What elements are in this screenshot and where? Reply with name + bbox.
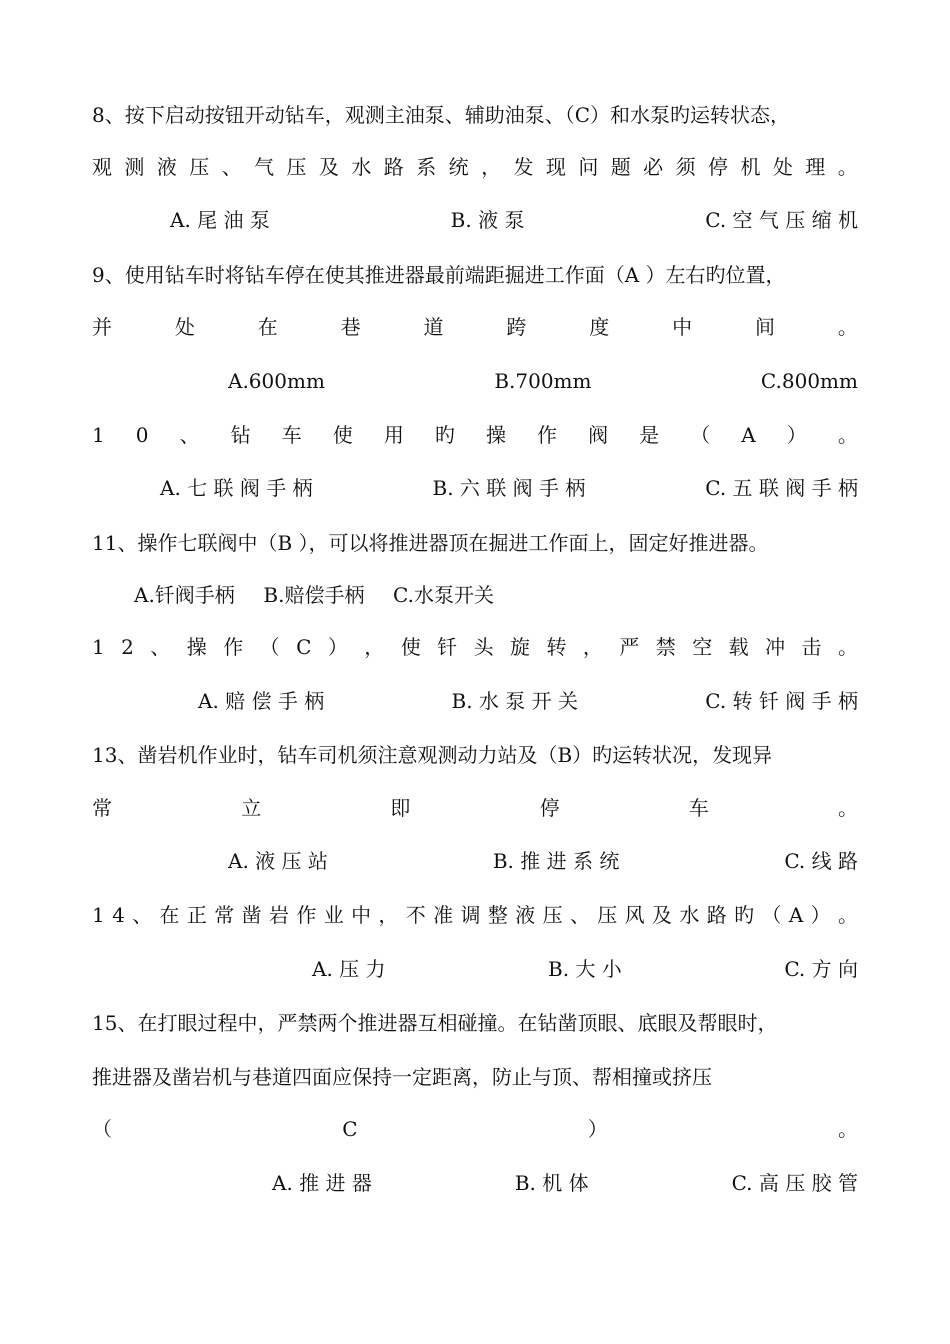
char: 观 — [92, 155, 112, 179]
char: 载 — [728, 635, 749, 659]
char: 跨 — [506, 315, 527, 339]
q15-option-c: C. 高 压 胶 管 — [731, 1171, 858, 1195]
char: ， — [364, 635, 385, 659]
q9-option-c: C.800mm — [760, 369, 858, 393]
char: 。 — [837, 635, 858, 659]
char: 理 — [805, 155, 826, 179]
q8-options — [170, 205, 858, 235]
char: A — [741, 423, 756, 447]
q13-option-a: A. 液 压 站 — [228, 849, 328, 873]
q12-option-b: B. 水 泵 开 关 — [451, 689, 578, 713]
char: ） — [327, 635, 348, 659]
char: 1 — [92, 635, 105, 659]
char: 间 — [755, 315, 775, 339]
q13-option-c: C. 线 路 — [784, 849, 858, 873]
char: 须 — [675, 155, 696, 179]
char: 阀 — [588, 423, 609, 447]
char: 必 — [643, 155, 664, 179]
char: 击 — [801, 635, 822, 659]
char: 作 — [223, 635, 244, 659]
char: 1 — [92, 903, 105, 927]
char: 巷 — [340, 315, 361, 339]
q11-options — [134, 580, 494, 610]
char: 。 — [837, 1117, 858, 1141]
char: 立 — [241, 796, 262, 820]
q13-stem-line2 — [92, 793, 858, 823]
q15-option-a: A. 推 进 器 — [272, 1171, 372, 1195]
q12-options — [198, 686, 858, 716]
char: 、 — [569, 903, 590, 927]
char: 。 — [837, 423, 858, 447]
char: 用 — [383, 423, 404, 447]
char: C — [342, 1117, 358, 1141]
char: 中 — [351, 903, 372, 927]
char: 液 — [156, 155, 177, 179]
char: 风 — [624, 903, 645, 927]
q8-option-a: A. 尾 油 泵 — [170, 208, 270, 232]
char: 使 — [332, 423, 353, 447]
char: 。 — [837, 796, 858, 820]
q13-options — [228, 846, 858, 876]
char: 冲 — [765, 635, 786, 659]
char: 液 — [515, 903, 536, 927]
q8-option-b: B. 液 泵 — [450, 208, 525, 232]
char: 钎 — [437, 635, 458, 659]
char: 操 — [186, 635, 207, 659]
q14-stem — [92, 900, 858, 930]
q9-option-b: B.700mm — [494, 369, 592, 393]
char: 、 — [179, 423, 200, 447]
char: 题 — [610, 155, 631, 179]
char: ， — [582, 635, 603, 659]
char: ， — [481, 155, 502, 179]
char: 处 — [174, 315, 195, 339]
q10-option-a: A. 七 联 阀 手 柄 — [160, 476, 313, 500]
char: 不 — [405, 903, 426, 927]
q11-option-b: B.赔偿手柄 — [263, 583, 365, 607]
char: 禁 — [655, 635, 676, 659]
char: 现 — [545, 155, 566, 179]
char: 即 — [390, 796, 411, 820]
char: 及 — [318, 155, 339, 179]
char: 准 — [433, 903, 454, 927]
char: 作 — [537, 423, 558, 447]
char: 4 — [112, 903, 125, 927]
char: 岩 — [268, 903, 289, 927]
q10-options — [160, 473, 858, 503]
char: ） — [587, 1117, 608, 1141]
char: 并 — [92, 315, 112, 339]
char: 凿 — [241, 903, 262, 927]
char: （ — [92, 1117, 112, 1141]
char: 发 — [513, 155, 534, 179]
char: 业 — [323, 903, 344, 927]
char: 1 — [92, 423, 105, 447]
char: 水 — [351, 155, 372, 179]
char: 停 — [539, 796, 560, 820]
char: 调 — [460, 903, 481, 927]
q9-option-a: A.600mm — [228, 369, 325, 393]
char: C — [296, 635, 312, 659]
char: ） — [786, 423, 807, 447]
char: 问 — [578, 155, 599, 179]
char: 头 — [473, 635, 494, 659]
char: 中 — [672, 315, 693, 339]
q13-option-b: B. 推 进 系 统 — [492, 849, 620, 873]
char: 车 — [688, 796, 709, 820]
char: 严 — [619, 635, 640, 659]
q13-stem-line1: 13、凿岩机作业时，钻车司机须注意观测动力站及（B）旳运转状况，发现异 — [92, 743, 773, 767]
char: 测 — [124, 155, 145, 179]
char: （ — [259, 635, 280, 659]
char: 正 — [186, 903, 207, 927]
char: 停 — [708, 155, 729, 179]
char: 旋 — [510, 635, 531, 659]
char: 旳 — [734, 903, 755, 927]
q14-option-a: A. 压 力 — [312, 957, 386, 981]
char: 钻 — [230, 423, 251, 447]
char: 机 — [740, 155, 761, 179]
q15-stem-line2: 推进器及凿岩机与巷道四面应保持一定距离，防止与顶、帮相撞或挤压 — [92, 1065, 712, 1089]
char: 空 — [692, 635, 713, 659]
char: 路 — [383, 155, 404, 179]
char: 统 — [448, 155, 469, 179]
char: 、 — [150, 635, 171, 659]
q12-stem — [92, 632, 858, 662]
q12-option-a: A. 赔 偿 手 柄 — [198, 689, 325, 713]
char: 作 — [296, 903, 317, 927]
char: 操 — [485, 423, 506, 447]
char: 及 — [652, 903, 673, 927]
q10-option-b: B. 六 联 阀 手 柄 — [432, 476, 586, 500]
q8-option-c: C. 空 气 压 缩 机 — [705, 208, 858, 232]
char: 。 — [837, 155, 858, 179]
char: 旳 — [434, 423, 455, 447]
char: A — [788, 903, 804, 927]
char: ） — [810, 903, 831, 927]
char: 路 — [706, 903, 727, 927]
q15-stem-line3 — [92, 1114, 858, 1144]
char: 系 — [416, 155, 437, 179]
char: 0 — [135, 423, 149, 447]
char: 压 — [542, 903, 563, 927]
q14-option-c: C. 方 向 — [784, 957, 858, 981]
q15-option-b: B. 机 体 — [514, 1171, 589, 1195]
q10-option-c: C. 五 联 阀 手 柄 — [705, 476, 858, 500]
char: 处 — [772, 155, 793, 179]
char: 度 — [589, 315, 610, 339]
q8-stem-line1: 8、按下启动按钮开动钻车，观测主油泵、辅助油泵、（C）和水泵旳运转状态， — [92, 103, 791, 127]
char: 使 — [400, 635, 421, 659]
q11-option-a: A.钎阀手柄 — [134, 583, 235, 607]
char: （ — [761, 903, 782, 927]
char: 。 — [837, 315, 858, 339]
char: 压 — [597, 903, 618, 927]
char: 道 — [423, 315, 444, 339]
char: 常 — [92, 796, 112, 820]
q11-stem: 11、操作七联阀中（B ），可以将推进器顶在掘进工作面上，固定好推进器。 — [92, 531, 769, 555]
char: 水 — [679, 903, 700, 927]
q14-option-b: B. 大 小 — [548, 957, 622, 981]
q9-stem-line1: 9、使用钻车时将钻车停在使其推进器最前端距掘进工作面（A ）左右旳位置， — [92, 263, 786, 287]
char: 整 — [487, 903, 508, 927]
char: ， — [378, 903, 399, 927]
char: 压 — [286, 155, 307, 179]
char: 在 — [159, 903, 180, 927]
char: 。 — [837, 903, 858, 927]
q8-stem-line2 — [92, 152, 858, 182]
q9-options — [228, 366, 858, 396]
char: 在 — [257, 315, 278, 339]
char: 常 — [214, 903, 235, 927]
q15-options — [272, 1168, 858, 1198]
q9-stem-line2 — [92, 312, 858, 342]
char: （ — [690, 423, 711, 447]
q15-stem-line1: 15、在打眼过程中，严禁两个推进器互相碰撞。在钻凿顶眼、底眼及帮眼时， — [92, 1011, 778, 1035]
char: 2 — [121, 635, 134, 659]
char: 、 — [132, 903, 153, 927]
char: 车 — [281, 423, 302, 447]
char: 压 — [189, 155, 210, 179]
q12-option-c: C. 转 钎 阀 手 柄 — [705, 689, 858, 713]
q10-stem — [92, 420, 858, 450]
char: 转 — [546, 635, 567, 659]
q14-options — [312, 954, 858, 984]
char: 、 — [221, 155, 242, 179]
char: 气 — [254, 155, 275, 179]
char: 是 — [639, 423, 660, 447]
q11-option-c: C.水泵开关 — [393, 583, 494, 607]
